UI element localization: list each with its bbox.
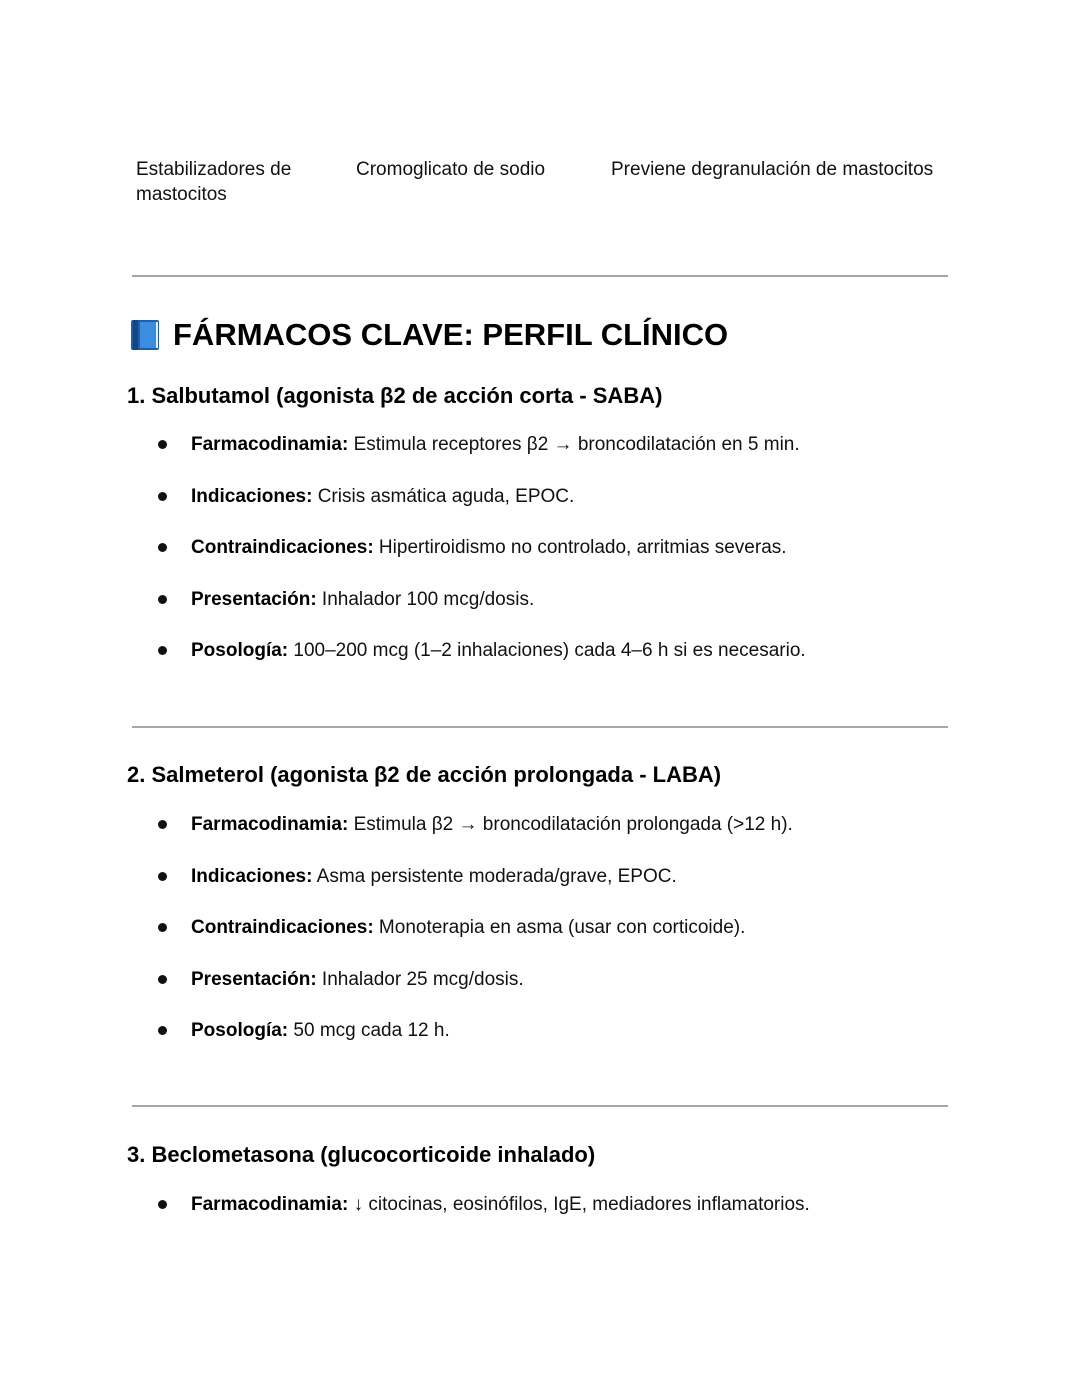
item-label: Contraindicaciones: xyxy=(191,917,374,938)
item-text: Estimula receptores β2 → broncodilatación en 5 min. xyxy=(348,434,800,455)
item-label: Contraindicaciones: xyxy=(191,537,374,558)
item-text: Inhalador 25 mcg/dosis. xyxy=(316,968,524,990)
item-label: Posología: xyxy=(191,1020,289,1041)
item-label: Presentación: xyxy=(191,968,317,990)
item-label: Indicaciones: xyxy=(191,865,313,887)
item-text: Hipertiroidismo no controlado, arritmias severas. xyxy=(373,537,787,558)
item-text: ↓ citocinas, eosinófilos, IgE, mediadores inflamatorios. xyxy=(348,1194,810,1215)
table-cell-category: Estabilizadores de mastocitos xyxy=(136,159,292,205)
item-label: Indicaciones: xyxy=(191,485,313,507)
table-cell-drug: Cromoglicato de sodio xyxy=(356,159,546,180)
horizontal-divider xyxy=(132,275,948,277)
page-title xyxy=(130,312,728,358)
horizontal-divider xyxy=(132,1105,948,1107)
bullet-dot-icon xyxy=(158,872,167,881)
item-text: Estimula β2 → broncodilatación prolongada (>12 h). xyxy=(348,814,793,835)
section-heading-salmeterol: 2. Salmeterol (agonista β2 de acción prolongada - LABA) xyxy=(127,762,722,787)
item-label: Farmacodinamia: xyxy=(191,814,349,835)
horizontal-divider xyxy=(132,726,948,728)
bullet-dot-icon xyxy=(158,440,167,449)
bullet-dot-icon xyxy=(158,923,167,932)
bullet-dot-icon xyxy=(158,975,167,984)
bullet-dot-icon xyxy=(158,492,167,501)
table-cell-mechanism: Previene degranulación de mastocitos xyxy=(611,159,934,180)
item-text: Asma persistente moderada/grave, EPOC. xyxy=(312,865,677,887)
bullet-dot-icon xyxy=(158,1026,167,1035)
bullet-dot-icon xyxy=(158,543,167,552)
section-heading-salbutamol: 1. Salbutamol (agonista β2 de acción corta - SABA) xyxy=(127,383,663,408)
item-label: Farmacodinamia: xyxy=(191,434,349,455)
item-text: Crisis asmática aguda, EPOC. xyxy=(312,485,575,507)
item-text: Monoterapia en asma (usar con corticoide). xyxy=(373,917,746,938)
bullet-dot-icon xyxy=(158,595,167,604)
section-heading-beclometasona: 3. Beclometasona (glucocorticoide inhalado) xyxy=(127,1142,596,1167)
item-label: Farmacodinamia: xyxy=(191,1194,349,1215)
blue-book-icon xyxy=(130,318,160,350)
bullet-dot-icon xyxy=(158,1200,167,1209)
item-text: 100–200 mcg (1–2 inhalaciones) cada 4–6 h si es necesario. xyxy=(288,640,806,661)
item-label: Posología: xyxy=(191,640,289,661)
item-label: Presentación: xyxy=(191,588,317,610)
bullet-dot-icon xyxy=(158,820,167,829)
bullet-dot-icon xyxy=(158,646,167,655)
page-title-text: FÁRMACOS CLAVE: PERFIL CLÍNICO xyxy=(173,317,729,352)
item-text: Inhalador 100 mcg/dosis. xyxy=(316,588,535,610)
item-text: 50 mcg cada 12 h. xyxy=(288,1020,450,1041)
